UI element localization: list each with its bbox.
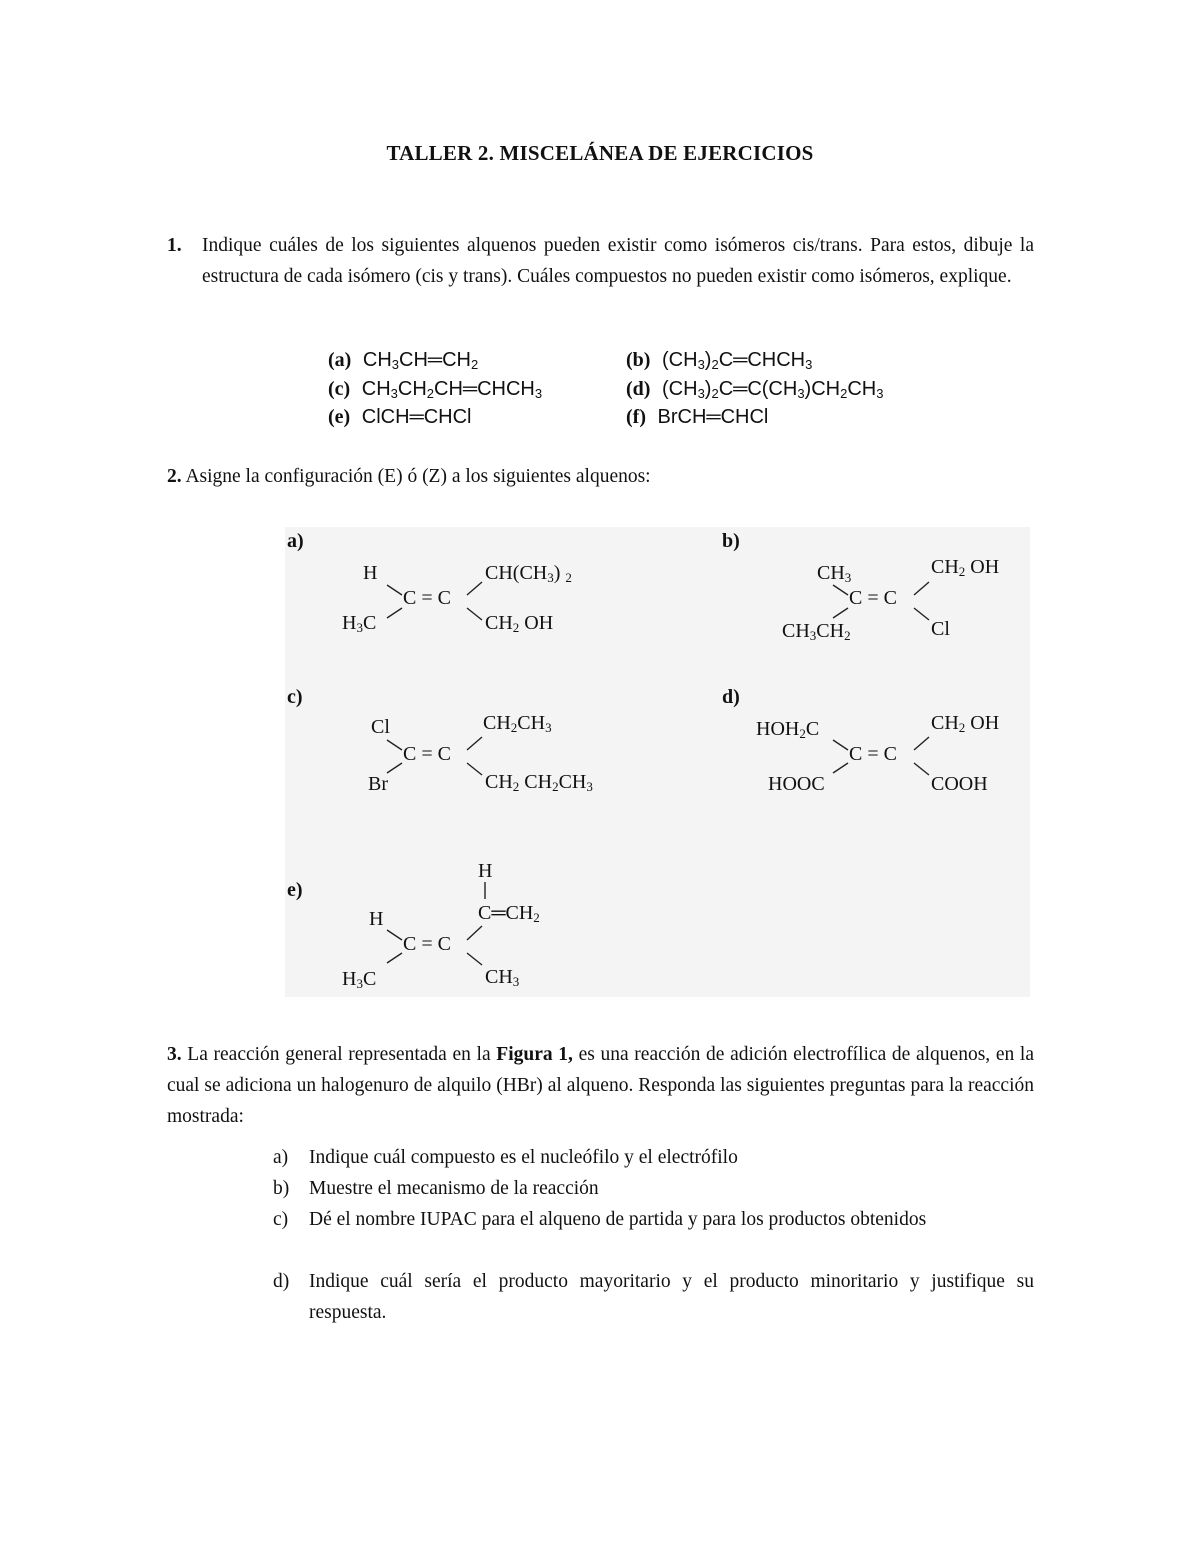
option-e: (e) ClCH═CHCl [328,406,472,428]
bond-c-bl [387,763,402,773]
structure-b-bottom-right: Cl [931,618,950,640]
option-c: (c) $CH_3CH_2CH═CHCH_3$ [328,378,543,401]
bond-b-bl [833,608,848,618]
structure-d-label: d) [722,686,740,708]
structure-d-bottom-left: HOOC [768,773,825,795]
structure-b-label: b) [722,530,740,552]
structure-a-double-bond: C = C [403,587,451,609]
structure-e-double-bond: C = C [403,933,451,955]
question-3-item-c: c) Dé el nombre IUPAC para el alqueno de partida y para los productos obtenidos [273,1209,927,1230]
structure-d-top-right: $CH_2$ OH [931,712,1000,735]
bond-c-tl [387,740,402,750]
bond-e-tr [467,926,482,940]
structure-e-top-h: H [478,860,493,882]
option-a: (a) $CH_3CH═CH_2$ [328,349,479,372]
option-a-formula: $CH_3CH═CH_2$ [362,349,479,372]
bond-a-tl [387,585,402,595]
structure-a-top-right: $CH(CH_3)$ $_2$ [485,562,572,585]
bond-e-br [467,953,482,965]
figure-reference: Figura 1, [496,1044,573,1065]
option-d-formula: $(CH_3)_2C═C(CH_3)CH_2CH_3$ [662,378,884,401]
structure-c-top-left: Cl [371,716,390,738]
bond-a-bl [387,608,402,618]
question-3 [167,1039,1034,1132]
option-f-formula: BrCH═CHCl [657,406,769,428]
structure-b-bottom-left: $CH_3CH_2$ [782,620,851,643]
option-d: (d) $(CH_3)_2C═C(CH_3)CH_2CH_3$ [626,378,884,401]
question-2-text: Asigne la configuración (E) ó (Z) a los siguientes alquenos: [185,466,651,487]
structure-c-bottom-right: $CH_2$ $CH_2CH_3$ [485,771,593,794]
structure-a-bottom-right: $CH_2$ OH [485,612,554,635]
option-c-formula: $CH_3CH_2CH═CHCH_3$ [361,378,543,401]
bond-d-tr [914,737,929,750]
structure-c-double-bond: C = C [403,743,451,765]
bond-e-bl [387,953,402,963]
question-2-number: 2. [167,466,182,487]
question-3-item-d: d) Indique cuál sería el producto mayoritario y el producto minoritario y justifique su respuesta. [273,1271,1034,1323]
question-3-item-b: b) Muestre el mecanismo de la reacción [273,1178,599,1199]
bond-b-tl [833,585,848,595]
structure-d-bottom-right: COOH [931,773,988,795]
structure-e-bottom-left: $H_3C$ [342,968,377,991]
structure-c-label: c) [287,686,303,708]
page-title: TALLER 2. MISCELÁNEA DE EJERCICIOS [386,141,814,165]
structure-e-top-right: $C═CH_2$ [478,902,540,925]
option-e-formula: ClCH═CHCl [361,406,472,428]
bond-b-tr [914,582,929,595]
structure-a-label: a) [287,530,304,552]
structure-a-bottom-left: $H_3C$ [342,612,377,635]
structure-c-bottom-left: Br [368,773,388,795]
question-3-text-after: es una reacción de adición electrofílica de alquenos, en la cual se adiciona un halogenuro de alquilo (HBr) al alqueno. Responda las siguientes preguntas para la reacción mostrada: [167,1044,1034,1127]
bond-b-br [914,608,929,620]
structure-a-top-left: H [363,562,378,584]
structure-e-top-left: H [369,908,384,930]
bond-c-tr [467,737,482,750]
structure-b-top-left: $CH_3$ [817,562,852,585]
structure-e-bottom-right: $CH_3$ [485,966,520,989]
structure-b-top-right: $CH_2$ OH [931,556,1000,579]
structure-d-double-bond: C = C [849,743,897,765]
bond-d-br [914,763,929,775]
question-3-number: 3. [167,1044,182,1065]
question-1-text: Indique cuáles de los siguientes alquenos pueden existir como isómeros cis/trans. Para estos, dibuje la estructura de cada isómero (cis y trans). Cuáles compuestos no pueden existir como isómeros, explique. [202,235,1034,287]
option-f: (f) BrCH═CHCl [626,406,769,428]
bond-e-tl [387,930,402,940]
question-1-number: 1. [167,235,182,256]
structure-c-top-right: $CH_2CH_3$ [483,712,552,735]
bond-a-br [467,608,482,620]
structure-e-label: e) [287,879,303,901]
question-3-text-before: La reacción general representada en la [187,1044,491,1065]
question-3-item-a: a) Indique cuál compuesto es el nucleófilo y el electrófilo [273,1147,738,1168]
bond-d-bl [833,763,848,773]
option-b-formula: $(CH_3)_2C═CHCH_3$ [662,349,813,372]
bond-d-tl [833,740,848,750]
structure-b-double-bond: C = C [849,587,897,609]
bond-c-br [467,763,482,775]
bond-a-tr [467,582,482,595]
option-b: (b) $(CH_3)_2C═CHCH_3$ [626,349,813,372]
structure-d-top-left: $HOH_2C$ [756,718,820,741]
